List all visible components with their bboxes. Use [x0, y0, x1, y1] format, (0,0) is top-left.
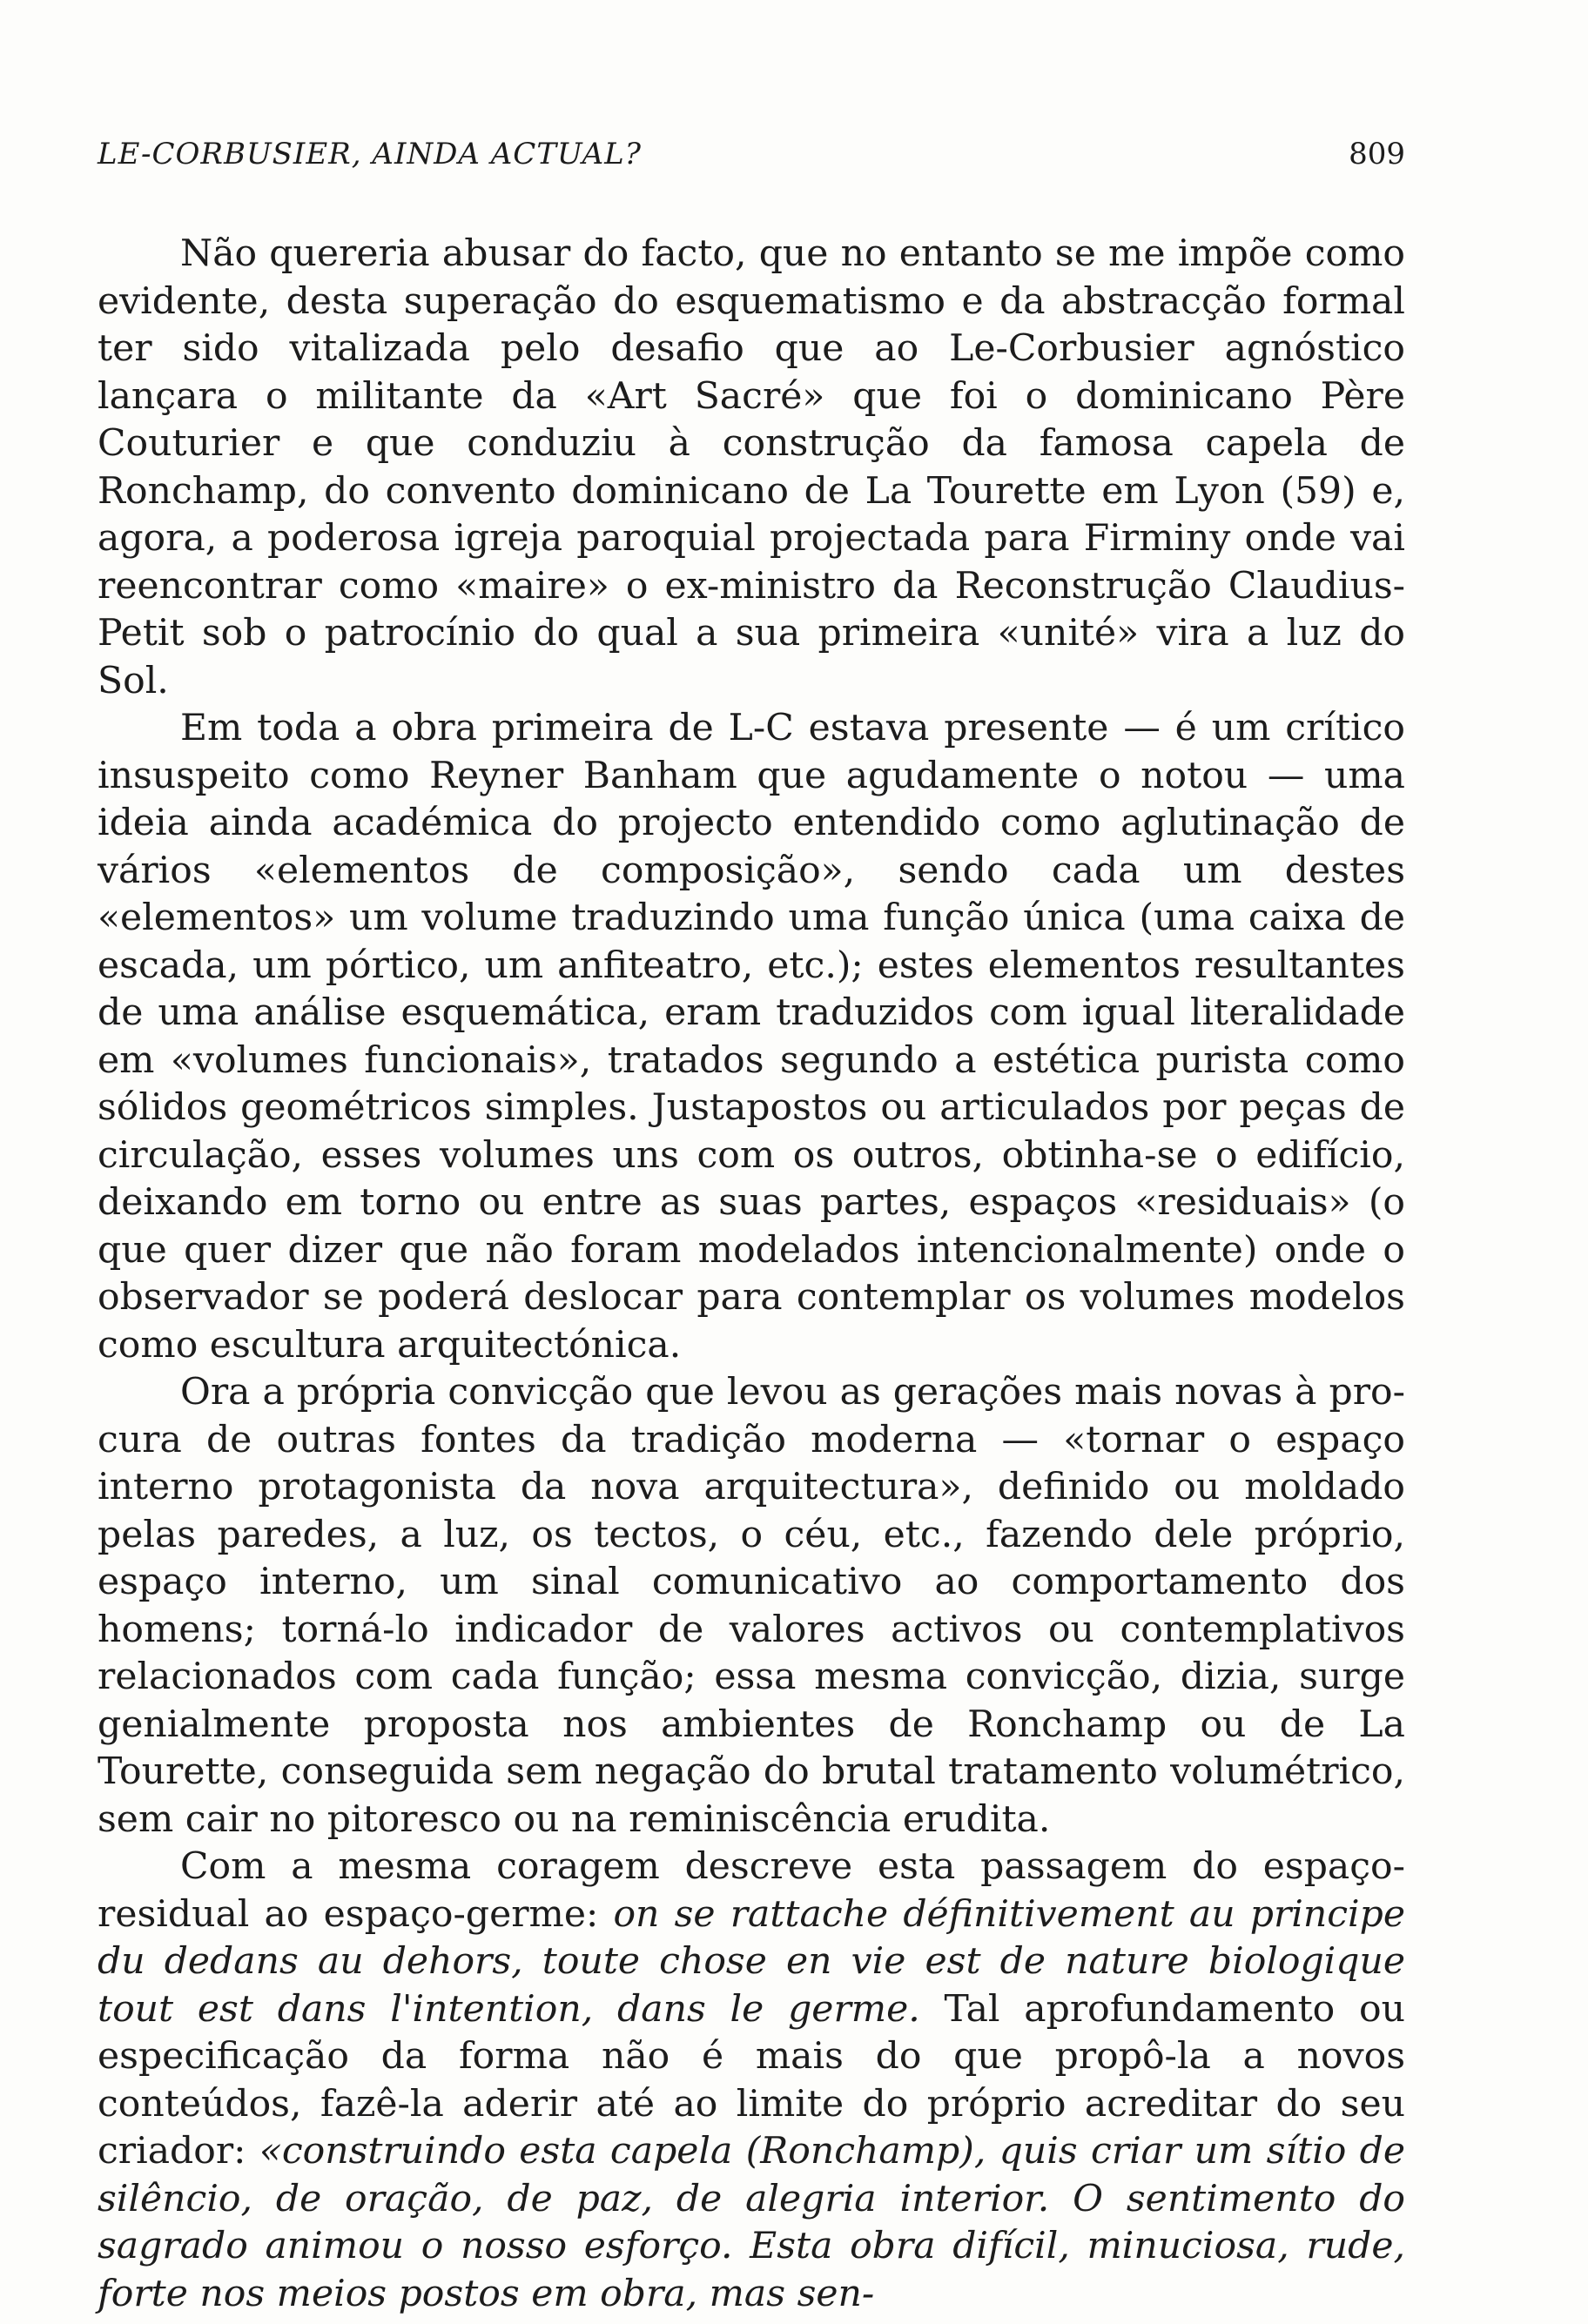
- text-run: Tal aprofundamento ou especificação da forma não é mais do que propô-la a novos conteúdos, fazê-la aderir até ao limite do próprio acreditar do seu criador:: [98, 1987, 1406, 2173]
- running-head: [98, 132, 1405, 176]
- paragraph: [98, 1369, 1405, 1844]
- text-run: Em toda a obra primeira de L-C estava presente — é um crítico insuspeito como Reyner Banham que agudamente o notou — uma ideia ainda académica do projecto entendido como aglutinação de vários «elementos de composição», sendo cada um destes «elementos» um volume traduzindo uma função única (uma caixa de escada, um pórtico, um anfiteatro, etc.); estes elementos resultantes de uma análise esquemática, eram traduzidos com igual literalidade em «volumes funcionais», tratados segundo a estética purista como sólidos geométricos simples. Justapostos ou articulados por peças de circulação, esses volumes uns com os outros, obtinha-se o edifício, deixando em torno ou entre as suas partes, espaços «residuais» (o que quer dizer que não foram modelados intencionalmente) onde o observador se poderá deslocar para contemplar os volumes modelos como escultura arquitectónica.: [98, 707, 1405, 1367]
- text-run: Com a mesma coragem descreve esta passagem do espaço-residual ao espaço-germe:: [98, 1845, 1405, 1936]
- running-title: LE-CORBUSIER, AINDA ACTUAL?: [98, 137, 642, 171]
- paragraph: [98, 1844, 1405, 2318]
- text-run: Ora a própria convicção que levou as gerações mais novas à procura de outras fontes da tradição moderna — «tornar o espaço interno protagonista da nova arquitectura», definido ou moldado pelas paredes, a luz, os tectos, o céu, etc., fazendo dele próprio, espaço interno, um sinal comunicativo ao comportamento dos homens; torná-lo indicador de valores activos ou contemplativos relacionados com cada função; essa mesma convicção, dizia, surge genialmente proposta nos ambientes de Ronchamp ou de La Tourette, conseguida sem negação do brutal tratamento volumétrico, sem cair no pitoresco ou na reminiscência erudita.: [98, 1371, 1405, 1841]
- italic-quote: on se rattache définitivement au principe du dedans au dehors, toute chose en vie est de nature biologique tout est dans l'intention, dans le germe.: [98, 1892, 1405, 2031]
- paragraph: [98, 705, 1405, 1369]
- body-text: [98, 231, 1405, 2318]
- text-run: Não quereria abusar do facto, que no entanto se me impõe como evidente, desta superação do esquematismo e da abstracção formal ter sido vitalizada pelo desafio que ao Le-Corbusier agnóstico lançara o militante da «Art Sacré» que foi o dominicano Père Couturier e que conduziu à construção da famosa capela de Ronchamp, do convento dominicano de La Tourette em Lyon (59) e, agora, a poderosa igreja paroquial projectada para Firminy onde vai reencontrar como «maire» o ex-ministro da Reconstrução Claudius-Petit sob o patrocínio do qual a sua primeira «unité» vira a luz do Sol.: [98, 232, 1405, 702]
- italic-quote: «construindo esta capela (Ronchamp), quis criar um sítio de silêncio, de oração, de paz, de alegria interior. O sentimento do sagrado animou o nosso esforço. Esta obra difícil, minuciosa, rude, forte nos meios postos em obra, mas sen-: [98, 2130, 1405, 2315]
- page-number: 809: [1349, 137, 1405, 171]
- paragraph: [98, 231, 1405, 705]
